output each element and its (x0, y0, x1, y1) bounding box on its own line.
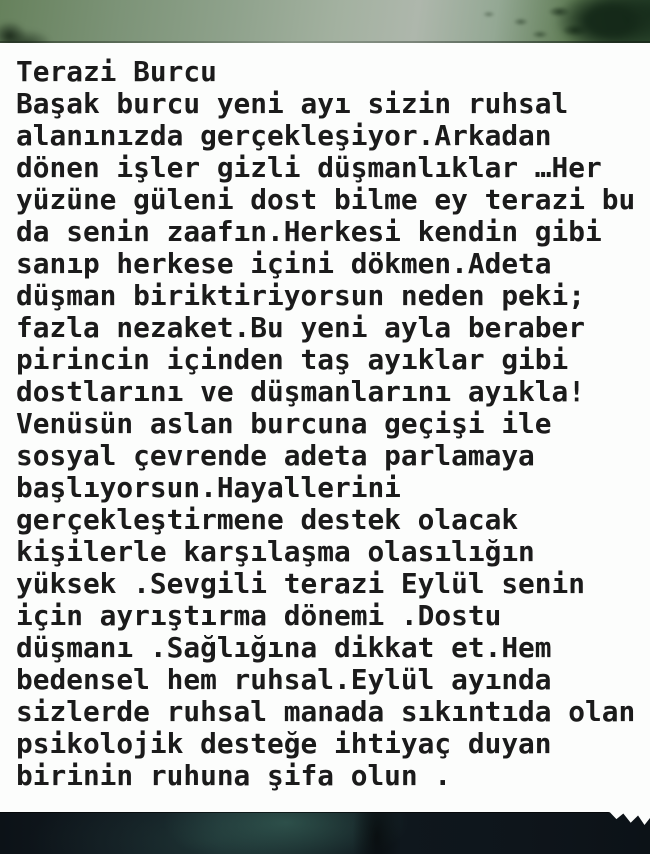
text-line: için ayrıştırma dönemi .Dostu (16, 599, 502, 632)
forest-photo-bottom (0, 812, 650, 854)
text-line: dönen işler gizli düşmanlıklar …Her (16, 151, 602, 184)
horoscope-text-card (0, 43, 650, 812)
text-line: pirincin içinden taş ayıklar gibi (16, 343, 569, 376)
text-line: bedensel hem ruhsal.Eylül ayında (16, 663, 552, 696)
text-line: sosyal çevrende adeta parlamaya (16, 439, 535, 472)
forest-photo-top (0, 0, 650, 43)
text-line: yüksek .Sevgili terazi Eylül senin (16, 567, 585, 600)
text-line: Başak burcu yeni ayı sizin ruhsal (16, 87, 569, 120)
text-line: başlıyorsun.Hayallerini (16, 471, 401, 504)
text-line: dostlarını ve düşmanlarını ayıkla! (16, 375, 585, 408)
post-title-line: Terazi Burcu (16, 55, 217, 88)
text-line: psikolojik desteğe ihtiyaç duyan (16, 727, 552, 760)
horoscope-text (16, 56, 650, 792)
text-line: kişilerle karşılaşma olasılığın (16, 535, 535, 568)
text-line: düşman biriktiriyorsun neden peki; (16, 279, 585, 312)
text-line: birinin ruhuna şifa olun . (16, 759, 452, 792)
text-line: sizlerde ruhsal manada sıkıntıda olan (16, 695, 636, 728)
text-line: sanıp herkese içini dökmen.Adeta (16, 247, 552, 280)
text-line: yüzüne güleni dost bilme ey terazi bu (16, 183, 636, 216)
card-edge-notch (604, 811, 650, 825)
text-line: da senin zaafın.Herkesi kendin gibi (16, 215, 602, 248)
text-line: Venüsün aslan burcuna geçişi ile (16, 407, 552, 440)
text-line: gerçekleştirmene destek olacak (16, 503, 519, 536)
text-line: fazla nezaket.Bu yeni ayla beraber (16, 311, 585, 344)
text-line: alanınızda gerçekleşiyor.Arkadan (16, 119, 552, 152)
text-line: düşmanı .Sağlığına dikkat et.Hem (16, 631, 552, 664)
